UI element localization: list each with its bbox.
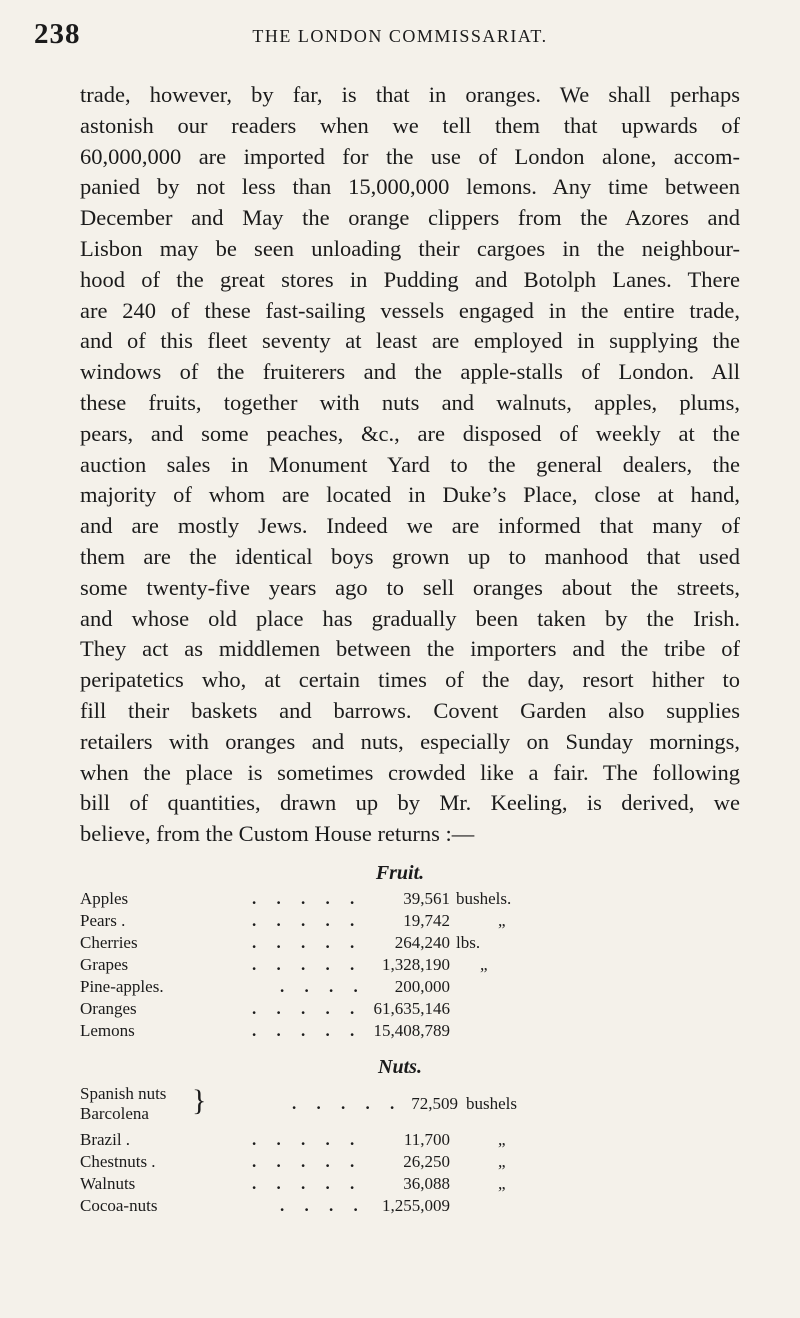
paragraph-line: them are the identical boys grown up to manhood that used — [80, 543, 740, 569]
nuts-section-title: Nuts. — [378, 1056, 422, 1078]
paragraph-line: and whose old place has gradually been taken by the Irish. — [80, 605, 740, 631]
table-row — [80, 889, 720, 911]
table-row — [80, 999, 720, 1021]
leader-dots: . . . . . — [252, 1021, 363, 1040]
page-number: 238 — [34, 18, 81, 50]
leader-dots: . . . . . — [252, 911, 363, 930]
paragraph-line: They act as middlemen between the importers and the tribe of — [80, 636, 740, 662]
item-quantity: 39,561 — [403, 889, 450, 908]
table-row — [80, 1021, 720, 1043]
leader-dots: . . . . . — [252, 999, 363, 1018]
paragraph-line: bill of quantities, drawn up by Mr. Keeling, is derived, we — [80, 790, 740, 816]
paragraph-line: panied by not less than 15,000,000 lemons. Any time between — [80, 174, 740, 200]
paragraph-line: astonish our readers when we tell them that upwards of — [80, 112, 740, 138]
item-quantity: 36,088 — [403, 1174, 450, 1193]
leader-dots: . . . . . — [252, 1174, 363, 1193]
item-quantity: 264,240 — [394, 933, 450, 952]
item-name: Cherries — [80, 933, 138, 952]
item-name: Oranges — [80, 999, 137, 1018]
leader-dots: . . . . . — [252, 933, 363, 952]
paragraph-line: and are mostly Jews. Indeed we are informed that many of — [80, 513, 740, 539]
table-row — [80, 977, 720, 999]
item-name: Cocoa-nuts — [80, 1196, 158, 1215]
item-name: Pine-apples. — [80, 977, 164, 996]
leader-dots: . . . . . — [252, 1130, 363, 1149]
paragraph-line: trade, however, by far, is that in oranges. We shall perhaps — [80, 82, 740, 107]
table-row — [80, 955, 720, 977]
table-row — [80, 1196, 720, 1218]
leader-dots: . . . . . — [252, 1152, 363, 1171]
paragraph-line: 60,000,000 are imported for the use of London alone, accom- — [80, 143, 740, 169]
paragraph-line: windows of the fruiterers and the apple-stalls of London. All — [80, 359, 740, 385]
paragraph-line: hood of the great stores in Pudding and Botolph Lanes. There — [80, 266, 740, 292]
item-quantity: 72,509 — [411, 1094, 458, 1113]
paragraph-line: retailers with oranges and nuts, especially on Sunday mornings, — [80, 728, 740, 754]
item-quantity: 200,000 — [394, 977, 450, 996]
table-row — [80, 1094, 720, 1116]
leader-dots: . . . . . — [292, 1094, 403, 1113]
item-name: Spanish nuts — [80, 1084, 167, 1103]
table-row — [80, 1130, 720, 1152]
table-row — [80, 933, 720, 955]
item-unit: „ — [498, 911, 506, 930]
table-row — [80, 911, 720, 933]
item-unit: „ — [480, 955, 488, 974]
item-name: Walnuts — [80, 1174, 136, 1193]
paragraph-line: are 240 of these fast-sailing vessels engaged in the entire trade, — [80, 297, 740, 323]
item-unit: „ — [498, 1152, 506, 1171]
item-name: Lemons — [80, 1021, 135, 1040]
item-name: Pears . — [80, 911, 126, 930]
paragraph-line: December and May the orange clippers from the Azores and — [80, 205, 740, 231]
running-head: THE LONDON COMMISSARIAT. — [252, 26, 548, 46]
item-quantity: 26,250 — [403, 1152, 450, 1171]
item-quantity: 15,408,789 — [373, 1021, 450, 1040]
item-unit: lbs. — [456, 933, 481, 952]
item-quantity: 1,328,190 — [382, 955, 450, 974]
paragraph-line: auction sales in Monument Yard to the general dealers, the — [80, 451, 740, 477]
item-name: Apples — [80, 889, 129, 908]
paragraph-line: believe, from the Custom House returns :— — [80, 821, 475, 847]
page-header — [0, 18, 800, 58]
paragraph-line: fill their baskets and barrows. Covent Garden also supplies — [80, 697, 740, 723]
item-name: Barcolena — [80, 1104, 149, 1123]
item-quantity: 19,742 — [403, 911, 450, 930]
item-unit: „ — [498, 1174, 506, 1193]
body-paragraph — [80, 80, 740, 850]
item-quantity: 61,635,146 — [373, 999, 450, 1018]
leader-dots: . . . . . — [252, 955, 363, 974]
table-row — [80, 1152, 720, 1174]
paragraph-line: pears, and some peaches, &c., are disposed of weekly at the — [80, 420, 740, 446]
item-name: Grapes — [80, 955, 129, 974]
item-unit: bushels. — [456, 889, 512, 908]
fruit-section-title: Fruit. — [375, 862, 425, 884]
paragraph-line: peripatetics who, at certain times of the day, resort hither to — [80, 667, 740, 693]
item-name: Chestnuts . — [80, 1152, 156, 1171]
leader-dots: . . . . — [280, 1196, 366, 1215]
table-row — [80, 1174, 720, 1196]
item-name: Brazil . — [80, 1130, 131, 1149]
paragraph-line: when the place is sometimes crowded like a fair. The following — [80, 759, 740, 785]
leader-dots: . . . . . — [252, 889, 363, 908]
item-unit: „ — [498, 1130, 506, 1149]
paragraph-line: and of this fleet seventy at least are employed in supplying the — [80, 328, 740, 354]
paragraph-line: these fruits, together with nuts and walnuts, apples, plums, — [80, 389, 740, 415]
paragraph-line: Lisbon may be seen unloading their cargoes in the neighbour- — [80, 235, 740, 261]
brace-glyph: } — [192, 1084, 207, 1117]
item-quantity: 1,255,009 — [382, 1196, 450, 1215]
leader-dots: . . . . — [280, 977, 366, 996]
item-unit: bushels — [466, 1094, 517, 1113]
paragraph-line: majority of whom are located in Duke’s Place, close at hand, — [80, 482, 740, 508]
paragraph-line: some twenty-five years ago to sell oranges about the streets, — [80, 574, 740, 600]
item-quantity: 11,700 — [403, 1130, 450, 1149]
